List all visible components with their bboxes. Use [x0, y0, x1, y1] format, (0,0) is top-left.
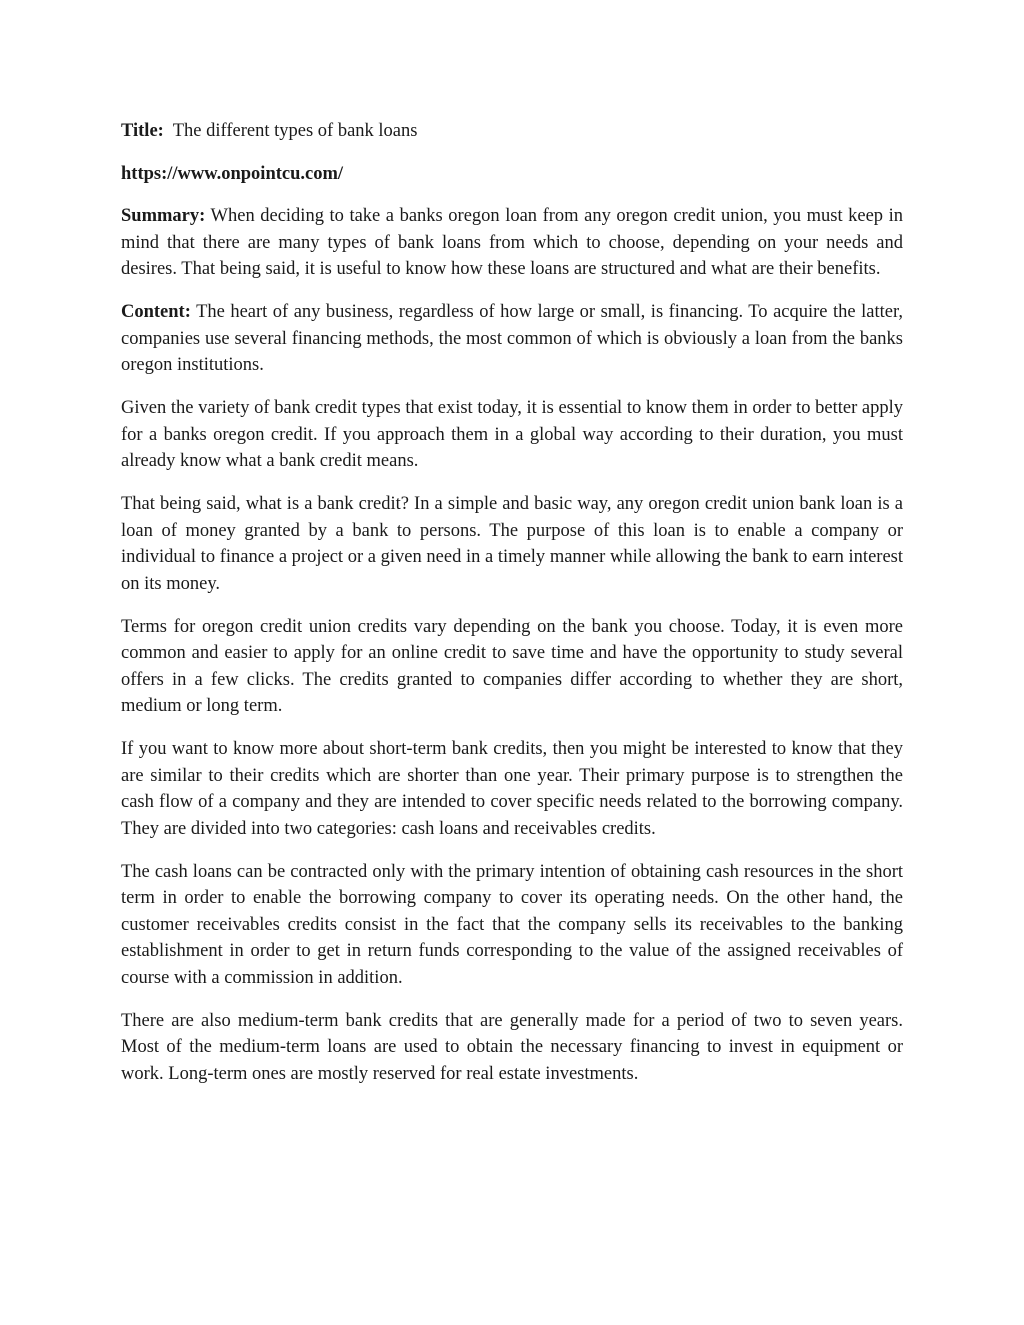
body-paragraph: Given the variety of bank credit types that exist today, it is essential to know them in order to better apply for a banks oregon credit. If you approach them in a global way according to their duration, you must already know what a bank credit means. — [121, 398, 903, 471]
title-text: The different types of bank loans — [172, 121, 418, 141]
title-line — [121, 118, 903, 145]
body-paragraph: If you want to know more about short-term bank credits, then you might be interested to know that they are similar to their credits which are shorter than one year. Their primary purpose is to strengthen the cash flow of a company and they are intended to cover specific needs related to the borrowing company. They are divided into two categories: cash loans and receivables credits. — [121, 739, 903, 839]
summary-text: When deciding to take a banks oregon loan from any oregon credit union, you must keep in mind that there are many types of bank loans from which to choose, depending on your needs and desires. That being said, it is useful to know how these loans are structured and what are their benefits. — [121, 206, 904, 279]
content-label: Content: — [121, 302, 191, 322]
content-text: The heart of any business, regardless of how large or small, is financing. To acquire the latter, companies use several financing methods, the most common of which is obviously a loan from the banks oregon institutions. — [121, 302, 903, 375]
content-paragraph — [121, 299, 903, 379]
body-paragraph: Terms for oregon credit union credits vary depending on the bank you choose. Today, it is even more common and easier to apply for an online credit to save time and have the opportunity to study several offers in a few clicks. The credits granted to companies differ according to whether they are short, medium or long term. — [121, 616, 903, 716]
summary-label: Summary: — [121, 206, 206, 226]
body-paragraph: There are also medium-term bank credits that are generally made for a period of two to seven years. Most of the medium-term loans are used to obtain the necessary financing to invest in equipment or work. Long-term ones are mostly reserved for real estate investments. — [121, 1010, 903, 1084]
source-url: https://www.onpointcu.com/ — [121, 163, 344, 184]
summary-paragraph — [121, 203, 903, 283]
body-paragraph: The cash loans can be contracted only with the primary intention of obtaining cash resources in the short term in order to enable the borrowing company to cover its operating needs. On the other hand, the customer receivables credits consist in the fact that the company sells its receivables to the banking establishment in order to get in return funds corresponding to the value of the assigned receivables of course with a commission in addition. — [121, 861, 903, 988]
title-label: Title: — [121, 121, 164, 141]
document-page — [121, 118, 903, 1104]
body-paragraph: That being said, what is a bank credit? In a simple and basic way, any oregon credit union bank loan is a loan of money granted by a bank to persons. The purpose of this loan is to enable a company or individual to finance a project or a given need in a timely manner while allowing the bank to earn interest on its money. — [121, 494, 903, 594]
